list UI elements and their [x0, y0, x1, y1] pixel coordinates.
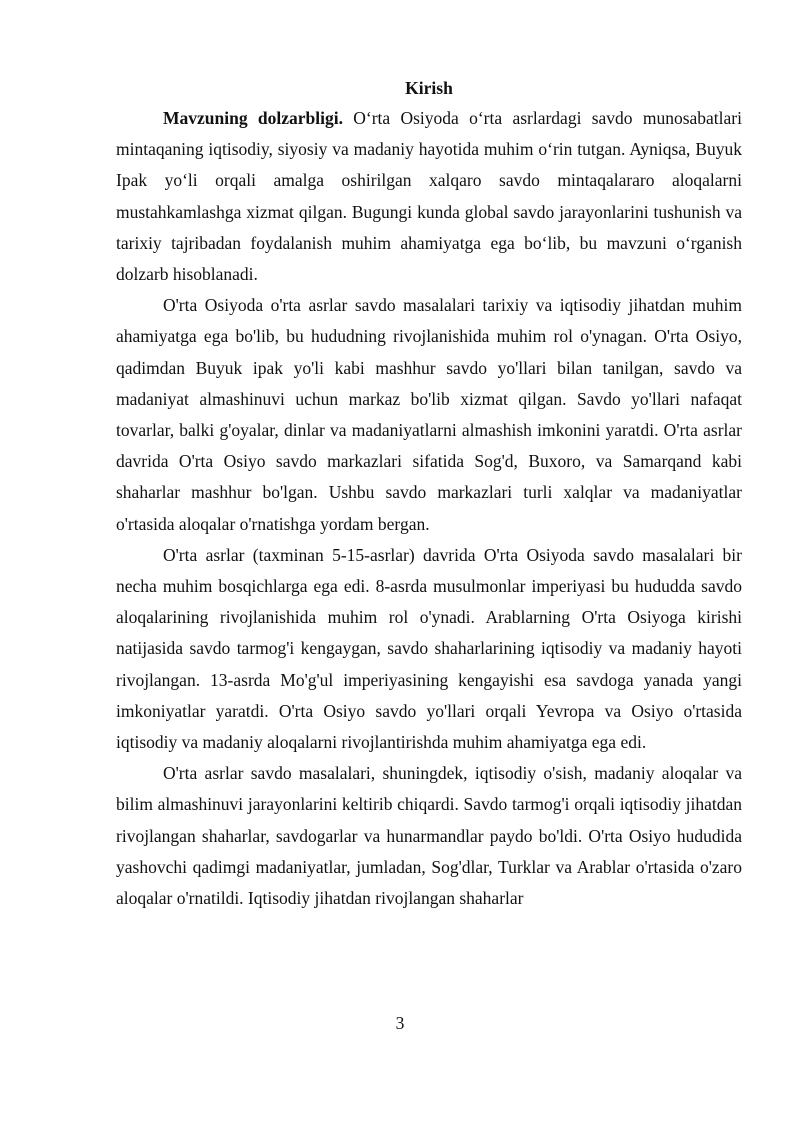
paragraph-lead: Mavzuning dolzarbligi.: [163, 108, 343, 128]
paragraph: O'rta asrlar (taxminan 5-15-asrlar) davrida O'rta Osiyoda savdo masalalari bir necha muhim bosqichlarga ega edi. 8-asrda musulmonlar imperiyasi bu hududda savdo aloqalarining rivojlanishida muhim rol o'ynadi. Arablarning O'rta Osiyoga kirishi natijasida savdo tarmog'i kengaygan, savdo shaharlarining iqtisodiy va madaniy hayoti rivojlangan. 13-asrda Mo'g'ul imperiyasining kengayishi esa savdoga yanada yangi imkoniyatlar yaratdi. O'rta Osiyo savdo yo'llari orqali Yevropa va Osiyo o'rtasida iqtisodiy va madaniy aloqalarni rivojlantirishda muhim ahamiyatga ega edi.: [116, 544, 742, 753]
section-title: Kirish: [405, 78, 453, 98]
paragraph: O'rta Osiyoda o'rta asrlar savdo masalalari tarixiy va iqtisodiy jihatdan muhim ahamiyatga ega bo'lib, bu hududning rivojlanishida muhim rol o'ynagan. O'rta Osiyo, qadimdan Buyuk ipak yo'li kabi mashhur savdo yo'llari bilan tanilgan, savdo va madaniyat almashinuvi uchun markaz bo'lib xizmat qilgan. Savdo yo'llari nafaqat tovarlar, balki g'oyalar, dinlar va madaniyatlarni almashish imkonini yaratdi. O'rta asrlar davrida O'rta Osiyo savdo markazlari sifatida Sog'd, Buxoro, va Samarqand kabi shaharlar mashhur bo'lgan. Ushbu savdo markazlari turli xalqlar va madaniyatlar o'rtasida aloqalar o'rnatishga yordam bergan.: [116, 295, 742, 534]
page-content: [116, 76, 742, 914]
paragraph-text: O‘rta Osiyoda o‘rta asrlardagi savdo munosabatlari mintaqaning iqtisodiy, siyosiy va madaniy hayotida muhim o‘rin tutgan. Ayniqsa, Buyuk Ipak yo‘li orqali amalga oshirilgan xalqaro savdo mintaqalararo aloqalarni mustahkamlashga xizmat qilgan. Bugungi kunda global savdo jarayonlarini tushunish va tarixiy tajribadan foydalanish muhim ahamiyatga ega bo‘lib, bu mavzuni o‘rganish dolzarb hisoblanadi.: [116, 108, 742, 285]
paragraph-relevance: [116, 103, 742, 290]
paragraph: O'rta asrlar savdo masalalari, shuningdek, iqtisodiy o'sish, madaniy aloqalar va bilim almashinuvi jarayonlarini keltirib chiqardi. Savdo tarmog'i orqali iqtisodiy jihatdan rivojlangan shaharlar, savdogarlar va hunarmandlar paydo bo'ldi. O'rta Osiyo hududida yashovchi qadimgi madaniyatlar, jumladan, Sog'dlar, Turklar va Arablar o'rtasida o'zaro aloqalar o'rnatildi. Iqtisodiy jihatdan rivojlangan shaharlar: [116, 763, 742, 909]
page-number: 3: [395, 1013, 405, 1033]
